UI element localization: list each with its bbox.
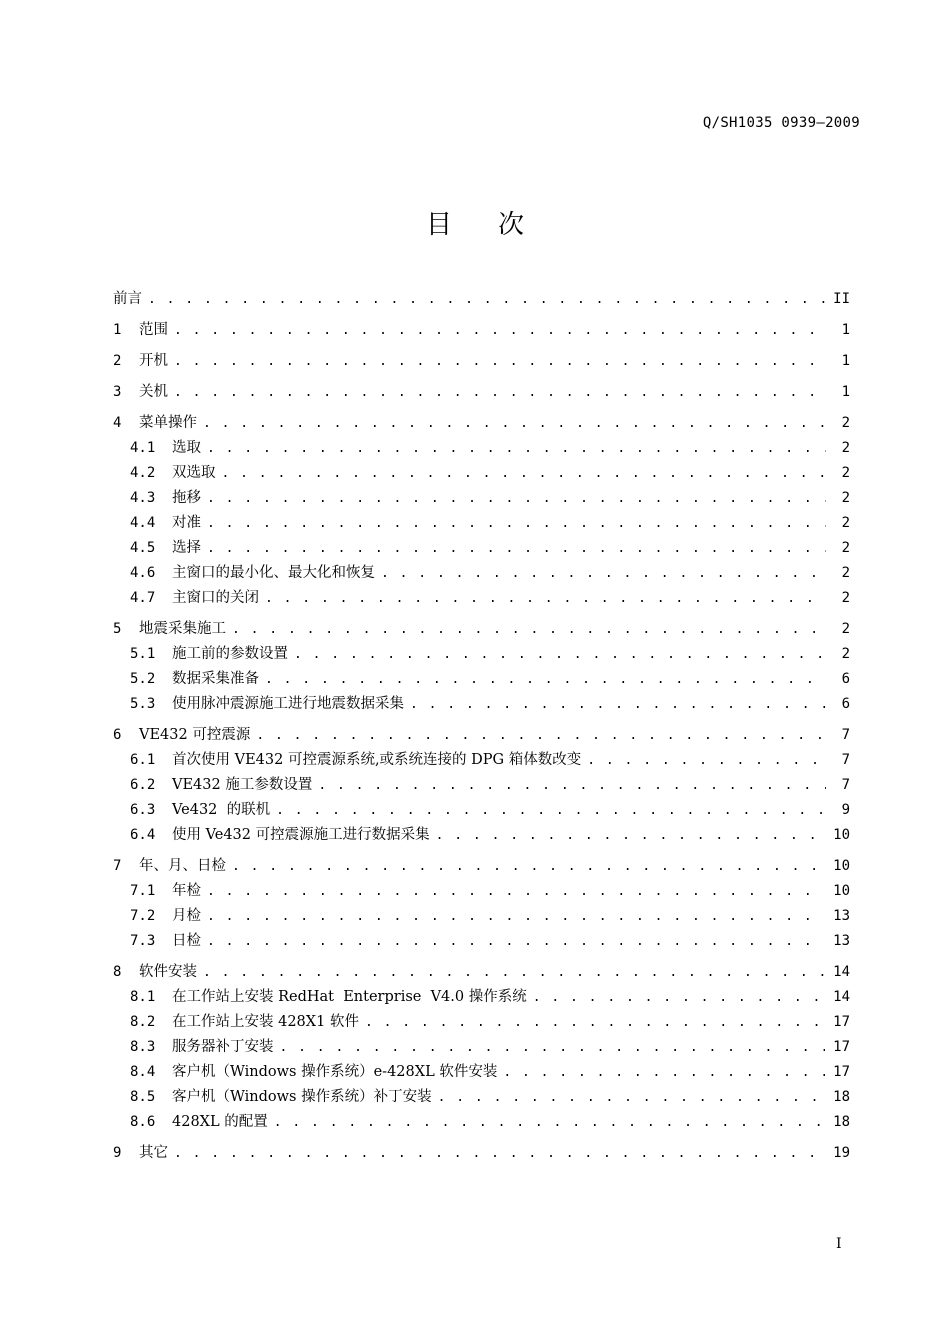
toc-entry[interactable] [113, 536, 850, 561]
toc-entry-label: 月检 [172, 908, 201, 924]
toc-dot-leader [533, 985, 825, 1010]
toc-entry-number: 4.2 [130, 465, 156, 481]
toc-entry-page: 13 [833, 933, 850, 949]
toc-entry[interactable] [113, 667, 850, 692]
toc-entry[interactable] [113, 486, 850, 511]
toc-entry-number: 6.3 [130, 802, 156, 818]
toc-dot-leader [222, 461, 827, 486]
toc-entry-label: 客户机（Windows 操作系统）补丁安装 [172, 1089, 432, 1105]
toc-entry-page: 6 [841, 696, 850, 712]
toc-entry-page: 1 [841, 322, 850, 338]
toc-entry[interactable] [113, 586, 850, 611]
toc-dot-leader [276, 798, 826, 823]
toc-entry-label: 首次使用 VE432 可控震源系统,或系统连接的 DPG 箱体数改变 [172, 752, 582, 768]
toc-dot-leader [232, 854, 825, 879]
toc-entry-label: 日检 [172, 933, 201, 949]
toc-dot-leader [203, 411, 826, 436]
toc-entry[interactable] [113, 287, 850, 312]
toc-entry-label: VE432 施工参数设置 [172, 777, 313, 793]
toc-dot-leader [174, 380, 826, 405]
page-title: 目次 [425, 210, 570, 240]
toc-dot-leader [207, 536, 826, 561]
toc-dot-leader [436, 823, 826, 848]
toc-entry-number: 7.1 [130, 883, 156, 899]
toc-entry-page: 2 [841, 565, 850, 581]
toc-dot-leader [587, 748, 826, 773]
toc-dot-leader [318, 773, 826, 798]
toc-entry-label: 使用 Ve432 可控震源施工进行数据采集 [172, 827, 430, 843]
toc-entry-page: 19 [833, 1145, 850, 1161]
toc-entry-page: 2 [841, 465, 850, 481]
toc-entry[interactable] [113, 929, 850, 954]
toc-entry[interactable] [113, 380, 850, 405]
toc-entry[interactable] [113, 904, 850, 929]
toc-entry[interactable] [113, 879, 850, 904]
toc-entry[interactable] [113, 723, 850, 748]
toc-entry-number: 4.6 [130, 565, 156, 581]
toc-entry-number: 4.7 [130, 590, 156, 606]
toc-entry-label: 数据采集准备 [172, 671, 259, 687]
toc-entry-number: 5.2 [130, 671, 156, 687]
toc-entry-label: 年检 [172, 883, 201, 899]
toc-entry-label: 在工作站上安装 428X1 软件 [172, 1014, 359, 1030]
toc-entry-page: 2 [841, 440, 850, 456]
toc-entry-number: 6.2 [130, 777, 156, 793]
toc-entry-page: 2 [841, 515, 850, 531]
toc-dot-leader [207, 929, 825, 954]
toc-entry[interactable] [113, 1110, 850, 1135]
toc-entry-number: 8.4 [130, 1064, 156, 1080]
toc-entry[interactable] [113, 1085, 850, 1110]
toc-entry-number: 4.3 [130, 490, 156, 506]
toc-entry-label: 菜单操作 [139, 415, 197, 431]
toc-entry[interactable] [113, 349, 850, 374]
toc-entry[interactable] [113, 1060, 850, 1085]
toc-entry[interactable] [113, 985, 850, 1010]
toc-dot-leader [256, 723, 826, 748]
toc-entry-page: 7 [841, 727, 850, 743]
toc-entry-page: 7 [841, 777, 850, 793]
toc-entry-label: 主窗口的关闭 [172, 590, 259, 606]
toc-entry-page: 2 [841, 621, 850, 637]
toc-entry-page: 2 [841, 646, 850, 662]
toc-entry[interactable] [113, 436, 850, 461]
toc-entry-label: 对准 [172, 515, 201, 531]
toc-entry-label: 年、月、日检 [139, 858, 226, 874]
toc-entry-number: 4.4 [130, 515, 156, 531]
toc-entry[interactable] [113, 1035, 850, 1060]
toc-entry-number: 3 [113, 384, 122, 400]
toc-entry-page: 2 [841, 490, 850, 506]
toc-entry-number: 2 [113, 353, 122, 369]
toc-entry-label: 双选取 [172, 465, 216, 481]
toc-entry-page: 10 [833, 827, 850, 843]
toc-entry-label: 开机 [139, 353, 168, 369]
toc-entry-number: 8.6 [130, 1114, 156, 1130]
toc-entry-label: 客户机（Windows 操作系统）e-428XL 软件安装 [172, 1064, 498, 1080]
toc-dot-leader [207, 436, 826, 461]
toc-entry-label: 拖移 [172, 490, 201, 506]
toc-entry-label: 主窗口的最小化、最大化和恢复 [172, 565, 375, 581]
toc-entry-label: 前言 [113, 291, 142, 307]
toc-entry[interactable] [113, 617, 850, 642]
toc-dot-leader [265, 586, 826, 611]
toc-entry-label: VE432 可控震源 [139, 727, 251, 743]
toc-entry[interactable] [113, 318, 850, 343]
toc-dot-leader [410, 692, 826, 717]
toc-entry-page: 10 [833, 858, 850, 874]
toc-entry[interactable] [113, 960, 850, 985]
toc-entry-label: 施工前的参数设置 [172, 646, 288, 662]
toc-entry[interactable] [113, 692, 850, 717]
toc-entry-page: 1 [841, 353, 850, 369]
toc-dot-leader [207, 486, 826, 511]
toc-entry-number: 4 [113, 415, 122, 431]
toc-entry-label: 范围 [139, 322, 168, 338]
toc-entry-page: 17 [833, 1064, 850, 1080]
toc-dot-leader [207, 904, 825, 929]
toc-dot-leader [174, 349, 826, 374]
toc-entry-page: 18 [833, 1114, 850, 1130]
toc-entry-page: 7 [841, 752, 850, 768]
toc-dot-leader [294, 642, 826, 667]
toc-entry-label: 软件安装 [139, 964, 197, 980]
toc-entry-label: 地震采集施工 [139, 621, 226, 637]
toc-entry-number: 8.5 [130, 1089, 156, 1105]
toc-entry-number: 8.1 [130, 989, 156, 1005]
toc-entry-page: 2 [841, 540, 850, 556]
toc-entry-page: 14 [833, 989, 850, 1005]
toc-entry[interactable] [113, 561, 850, 586]
toc-dot-leader [174, 1141, 825, 1166]
toc-dot-leader [174, 318, 826, 343]
toc-entry-number: 8 [113, 964, 122, 980]
toc-entry-number: 5.3 [130, 696, 156, 712]
toc-entry-number: 7.2 [130, 908, 156, 924]
toc-entry-label: 关机 [139, 384, 168, 400]
toc-dot-leader [148, 287, 825, 312]
toc-entry-page: 17 [833, 1014, 850, 1030]
toc-entry-page: II [833, 291, 850, 307]
toc-entry-page: 2 [841, 590, 850, 606]
toc-entry-number: 5.1 [130, 646, 156, 662]
toc-dot-leader [381, 561, 826, 586]
toc-entry-page: 14 [833, 964, 850, 980]
toc-dot-leader [438, 1085, 826, 1110]
toc-entry-number: 7 [113, 858, 122, 874]
toc-dot-leader [203, 960, 825, 985]
toc-entry-label: 使用脉冲震源施工进行地震数据采集 [172, 696, 404, 712]
toc-dot-leader [503, 1060, 825, 1085]
toc-entry-number: 6.1 [130, 752, 156, 768]
toc-entry-page: 10 [833, 883, 850, 899]
toc-dot-leader [207, 511, 826, 536]
toc-entry-number: 9 [113, 1145, 122, 1161]
toc-entry-number: 8.2 [130, 1014, 156, 1030]
toc-entry-page: 18 [833, 1089, 850, 1105]
toc-entry-number: 7.3 [130, 933, 156, 949]
toc-entry[interactable] [113, 1010, 850, 1035]
toc-dot-leader [365, 1010, 825, 1035]
table-of-contents [113, 287, 850, 1166]
toc-entry[interactable] [113, 854, 850, 879]
toc-entry-page: 1 [841, 384, 850, 400]
toc-entry-page: 9 [841, 802, 850, 818]
toc-entry[interactable] [113, 773, 850, 798]
toc-entry-number: 6 [113, 727, 122, 743]
toc-dot-leader [274, 1110, 825, 1135]
toc-entry[interactable] [113, 411, 850, 436]
toc-entry[interactable] [113, 642, 850, 667]
toc-entry-label: 其它 [139, 1145, 168, 1161]
toc-entry-page: 6 [841, 671, 850, 687]
toc-dot-leader [207, 879, 825, 904]
toc-entry-label: Ve432 的联机 [172, 802, 271, 818]
toc-entry-label: 选择 [172, 540, 201, 556]
toc-entry-number: 1 [113, 322, 122, 338]
toc-entry[interactable] [113, 798, 850, 823]
toc-entry-page: 2 [841, 415, 850, 431]
toc-entry[interactable] [113, 461, 850, 486]
toc-dot-leader [232, 617, 826, 642]
toc-entry-number: 4.5 [130, 540, 156, 556]
toc-entry-number: 8.3 [130, 1039, 156, 1055]
toc-entry-page: 17 [833, 1039, 850, 1055]
toc-entry-label: 在工作站上安装 RedHat Enterprise V4.0 操作系统 [172, 989, 527, 1005]
toc-entry-number: 5 [113, 621, 122, 637]
toc-entry-label: 428XL 的配置 [172, 1114, 268, 1130]
toc-entry-label: 选取 [172, 440, 201, 456]
toc-entry-page: 13 [833, 908, 850, 924]
toc-entry-number: 4.1 [130, 440, 156, 456]
toc-entry[interactable] [113, 1141, 850, 1166]
toc-entry[interactable] [113, 748, 850, 773]
toc-dot-leader [265, 667, 826, 692]
toc-entry-label: 服务器补丁安装 [172, 1039, 274, 1055]
toc-entry-number: 6.4 [130, 827, 156, 843]
toc-entry[interactable] [113, 823, 850, 848]
toc-dot-leader [280, 1035, 826, 1060]
page-number: I [836, 1236, 842, 1252]
toc-entry[interactable] [113, 511, 850, 536]
document-code: Q/SH1035 0939—2009 [702, 115, 860, 131]
